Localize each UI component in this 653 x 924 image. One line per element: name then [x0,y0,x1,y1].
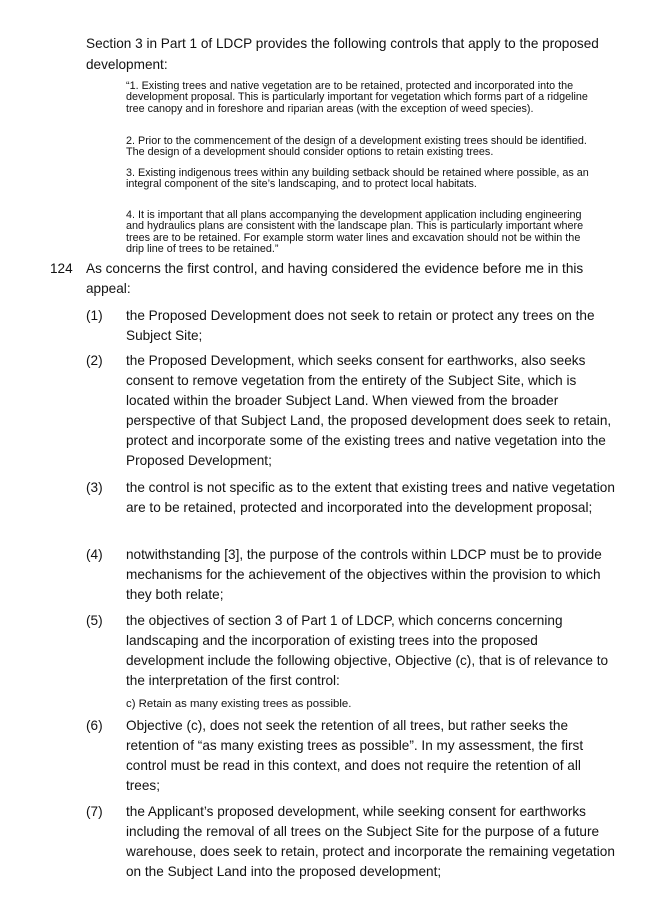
paragraph-text: As concerns the first control, and having considered the evidence before me in this appeal: [86,261,584,296]
list-item-number: (7) [86,804,103,819]
quoted-control-3: 3. Existing indigenous trees within any building setback should be retained where possible, as an integral component of the site’s landscaping, and to protect local habitats. [126,167,589,191]
list-item-number: (3) [86,480,103,495]
list-item-number: (1) [86,308,103,323]
objective-c-quote: c) Retain as many existing trees as possible. [126,698,352,710]
quoted-control-1: “1. Existing trees and native vegetation are to be retained, protected and incorporated into the development proposal. This is particularly important for vegetation which forms part of a ridgeline tree canopy and in foreshore and riparian areas (with the exception of weed species). [126,80,588,115]
list-item: the objectives of section 3 of Part 1 of LDCP, which concerns concerning landscaping and the incorporation of existing trees into the proposed development include the following objective, Objective (c), that is of relevance to the interpretation of the first control: [126,613,609,688]
list-item: notwithstanding [3], the purpose of the controls within LDCP must be to provide mechanisms for the achievement of the objectives within the provision to which they both relate; [126,547,602,602]
paragraph-number: 124 [50,261,73,276]
list-item: the Proposed Development does not seek to retain or protect any trees on the Subject Site; [126,308,595,343]
list-item-number: (6) [86,718,103,733]
list-item: Objective (c), does not seek the retention of all trees, but rather seeks the retention of “as many existing trees as possible”. In my assessment, the first control must be read in this context, and does not require the retention of all trees; [126,718,584,793]
quoted-control-4: 4. It is important that all plans accompanying the development application including engineering and hydraulics plans are consistent with the landscape plan. This is particularly important where trees are to be retained. For example storm water lines and excavation should not be within the drip line of trees to be retained.” [126,209,584,256]
list-item-number: (2) [86,353,103,368]
intro-paragraph: Section 3 in Part 1 of LDCP provides the following controls that apply to the proposed development: [86,36,599,72]
list-item-number: (4) [86,547,103,562]
list-item-number: (5) [86,613,103,628]
list-item: the Proposed Development, which seeks consent for earthworks, also seeks consent to remove vegetation from the entirety of the Subject Site, which is located within the broader Subject Land. When viewed from the broader perspective of that Subject Land, the proposed development does seek to retain, protect and incorporate some of the existing trees and native vegetation into the Proposed Development; [126,353,612,468]
list-item: the control is not specific as to the extent that existing trees and native vegetation are to be retained, protected and incorporated into the development proposal; [126,480,615,515]
quoted-control-2: 2. Prior to the commencement of the design of a development existing trees should be identified. The design of a development should consider options to retain existing trees. [126,135,587,159]
list-item: the Applicant’s proposed development, while seeking consent for earthworks including the removal of all trees on the Subject Site for the purpose of a future warehouse, does seek to retain, protect and incorporate the remaining vegetation on the Subject Land into the proposed development; [126,804,615,879]
